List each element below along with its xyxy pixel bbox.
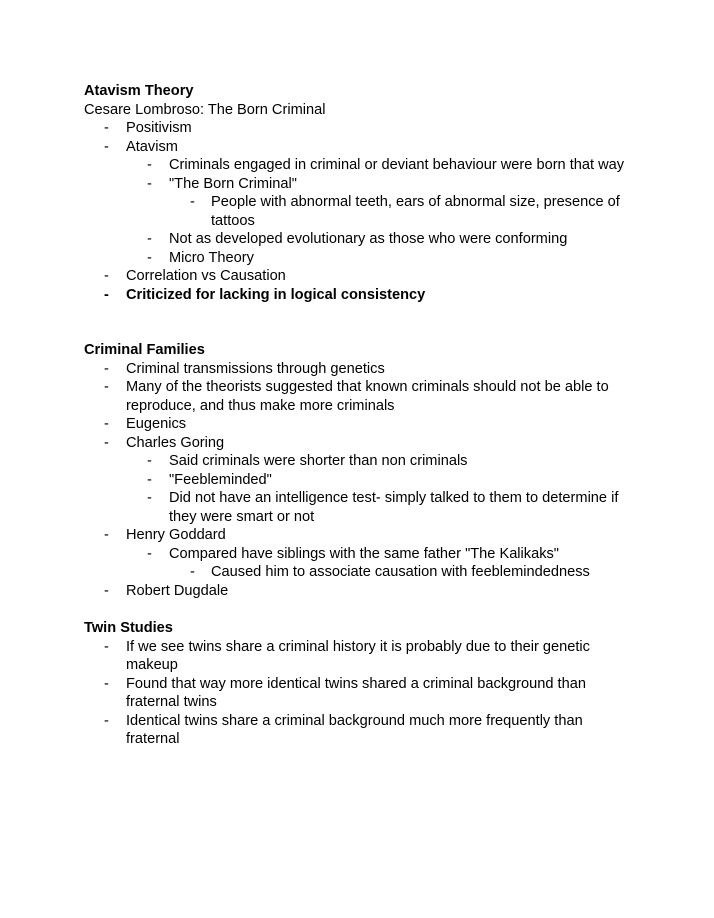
list-item-text: Criminals engaged in criminal or deviant behaviour were born that way: [169, 157, 625, 173]
list-item: [0, 582, 714, 601]
bullet-dash: -: [104, 527, 109, 543]
bullet-dash: -: [147, 490, 152, 506]
list-item: [0, 489, 714, 526]
bullet-dash: -: [147, 231, 152, 247]
section-heading: Criminal Families: [84, 342, 205, 358]
list-item-text: "Feebleminded": [169, 471, 272, 488]
list-item: [0, 563, 714, 582]
list-item-text: People with abnormal teeth, ears of abnormal size, presence of tattoos: [211, 194, 620, 229]
list-item-text: Criminal transmissions through genetics: [126, 360, 385, 377]
list-item-text: Eugenics: [126, 416, 187, 432]
section-subtitle: Cesare Lombroso: The Born Criminal: [84, 101, 326, 118]
list-item: [0, 452, 714, 471]
list-item: [0, 638, 714, 675]
list-item: [0, 175, 714, 194]
list-item-text: Micro Theory: [169, 249, 254, 266]
bullet-dash: -: [147, 157, 152, 173]
list-item-text: Compared have siblings with the same father "The Kalikaks": [169, 545, 559, 562]
bullet-dash: -: [104, 434, 109, 451]
list-item: [0, 675, 714, 712]
section-criminal-families: [0, 341, 714, 600]
list-item: [0, 267, 714, 286]
bullet-dash: -: [104, 582, 109, 599]
list-item: [0, 360, 714, 379]
list-item-text: Found that way more identical twins shared a criminal background than fraternal twins: [126, 675, 586, 710]
list-item-text: Positivism: [126, 120, 192, 136]
bullet-dash: -: [104, 286, 109, 303]
bullet-dash: -: [147, 175, 152, 192]
list-item-text: Charles Goring: [126, 434, 225, 451]
list-item-text: Said criminals were shorter than non criminals: [169, 453, 468, 469]
list-item: [0, 526, 714, 545]
list-item-text: Criticized for lacking in logical consistency: [126, 286, 426, 303]
list-item: [0, 545, 714, 564]
list-item: [0, 434, 714, 453]
list-item-text: "The Born Criminal": [169, 175, 297, 192]
list-item: [0, 193, 714, 230]
list-item-text: Robert Dugdale: [126, 582, 229, 599]
bullet-dash: -: [104, 268, 109, 284]
bullet-dash: -: [104, 120, 109, 136]
bullet-dash: -: [104, 138, 109, 155]
section-heading: Atavism Theory: [84, 83, 194, 99]
section-twin-studies: [0, 619, 714, 749]
section-atavism-theory: [0, 82, 714, 304]
list-item: [0, 286, 714, 305]
list-item-text: Caused him to associate causation with feeblemindedness: [211, 564, 590, 580]
list-item-text: Did not have an intelligence test- simply talked to them to determine if they were smart or not: [169, 490, 619, 525]
bullet-dash: -: [147, 453, 152, 469]
section-spacer: [0, 600, 714, 619]
document-page: [0, 82, 714, 749]
list-item: [0, 156, 714, 175]
list-item: [0, 415, 714, 434]
bullet-dash: -: [104, 416, 109, 432]
list-item-text: Many of the theorists suggested that known criminals should not be able to reproduce, and thus make more criminals: [126, 379, 609, 414]
list-item-text: Identical twins share a criminal background much more frequently than fraternal: [126, 712, 583, 747]
list-item: [0, 249, 714, 268]
bullet-dash: -: [104, 675, 109, 692]
section-heading: Twin Studies: [84, 620, 173, 636]
bullet-dash: -: [104, 360, 109, 377]
bullet-dash: -: [147, 249, 152, 266]
bullet-dash: -: [190, 194, 195, 210]
bullet-dash: -: [147, 545, 152, 562]
list-item-text: Not as developed evolutionary as those who were conforming: [169, 231, 568, 247]
list-item: [0, 378, 714, 415]
bullet-dash: -: [147, 471, 152, 488]
list-item-text: Correlation vs Causation: [126, 268, 286, 284]
bullet-dash: -: [104, 379, 109, 395]
list-item: [0, 230, 714, 249]
list-item: [0, 119, 714, 138]
section-spacer: [0, 304, 714, 341]
list-item-text: If we see twins share a criminal history it is probably due to their genetic makeup: [126, 638, 590, 673]
list-item-text: Henry Goddard: [126, 527, 226, 543]
bullet-dash: -: [190, 564, 195, 580]
bullet-dash: -: [104, 712, 109, 729]
bullet-dash: -: [104, 638, 109, 655]
list-item-text: Atavism: [126, 138, 178, 155]
list-item: [0, 471, 714, 490]
list-item: [0, 712, 714, 749]
list-item: [0, 138, 714, 157]
